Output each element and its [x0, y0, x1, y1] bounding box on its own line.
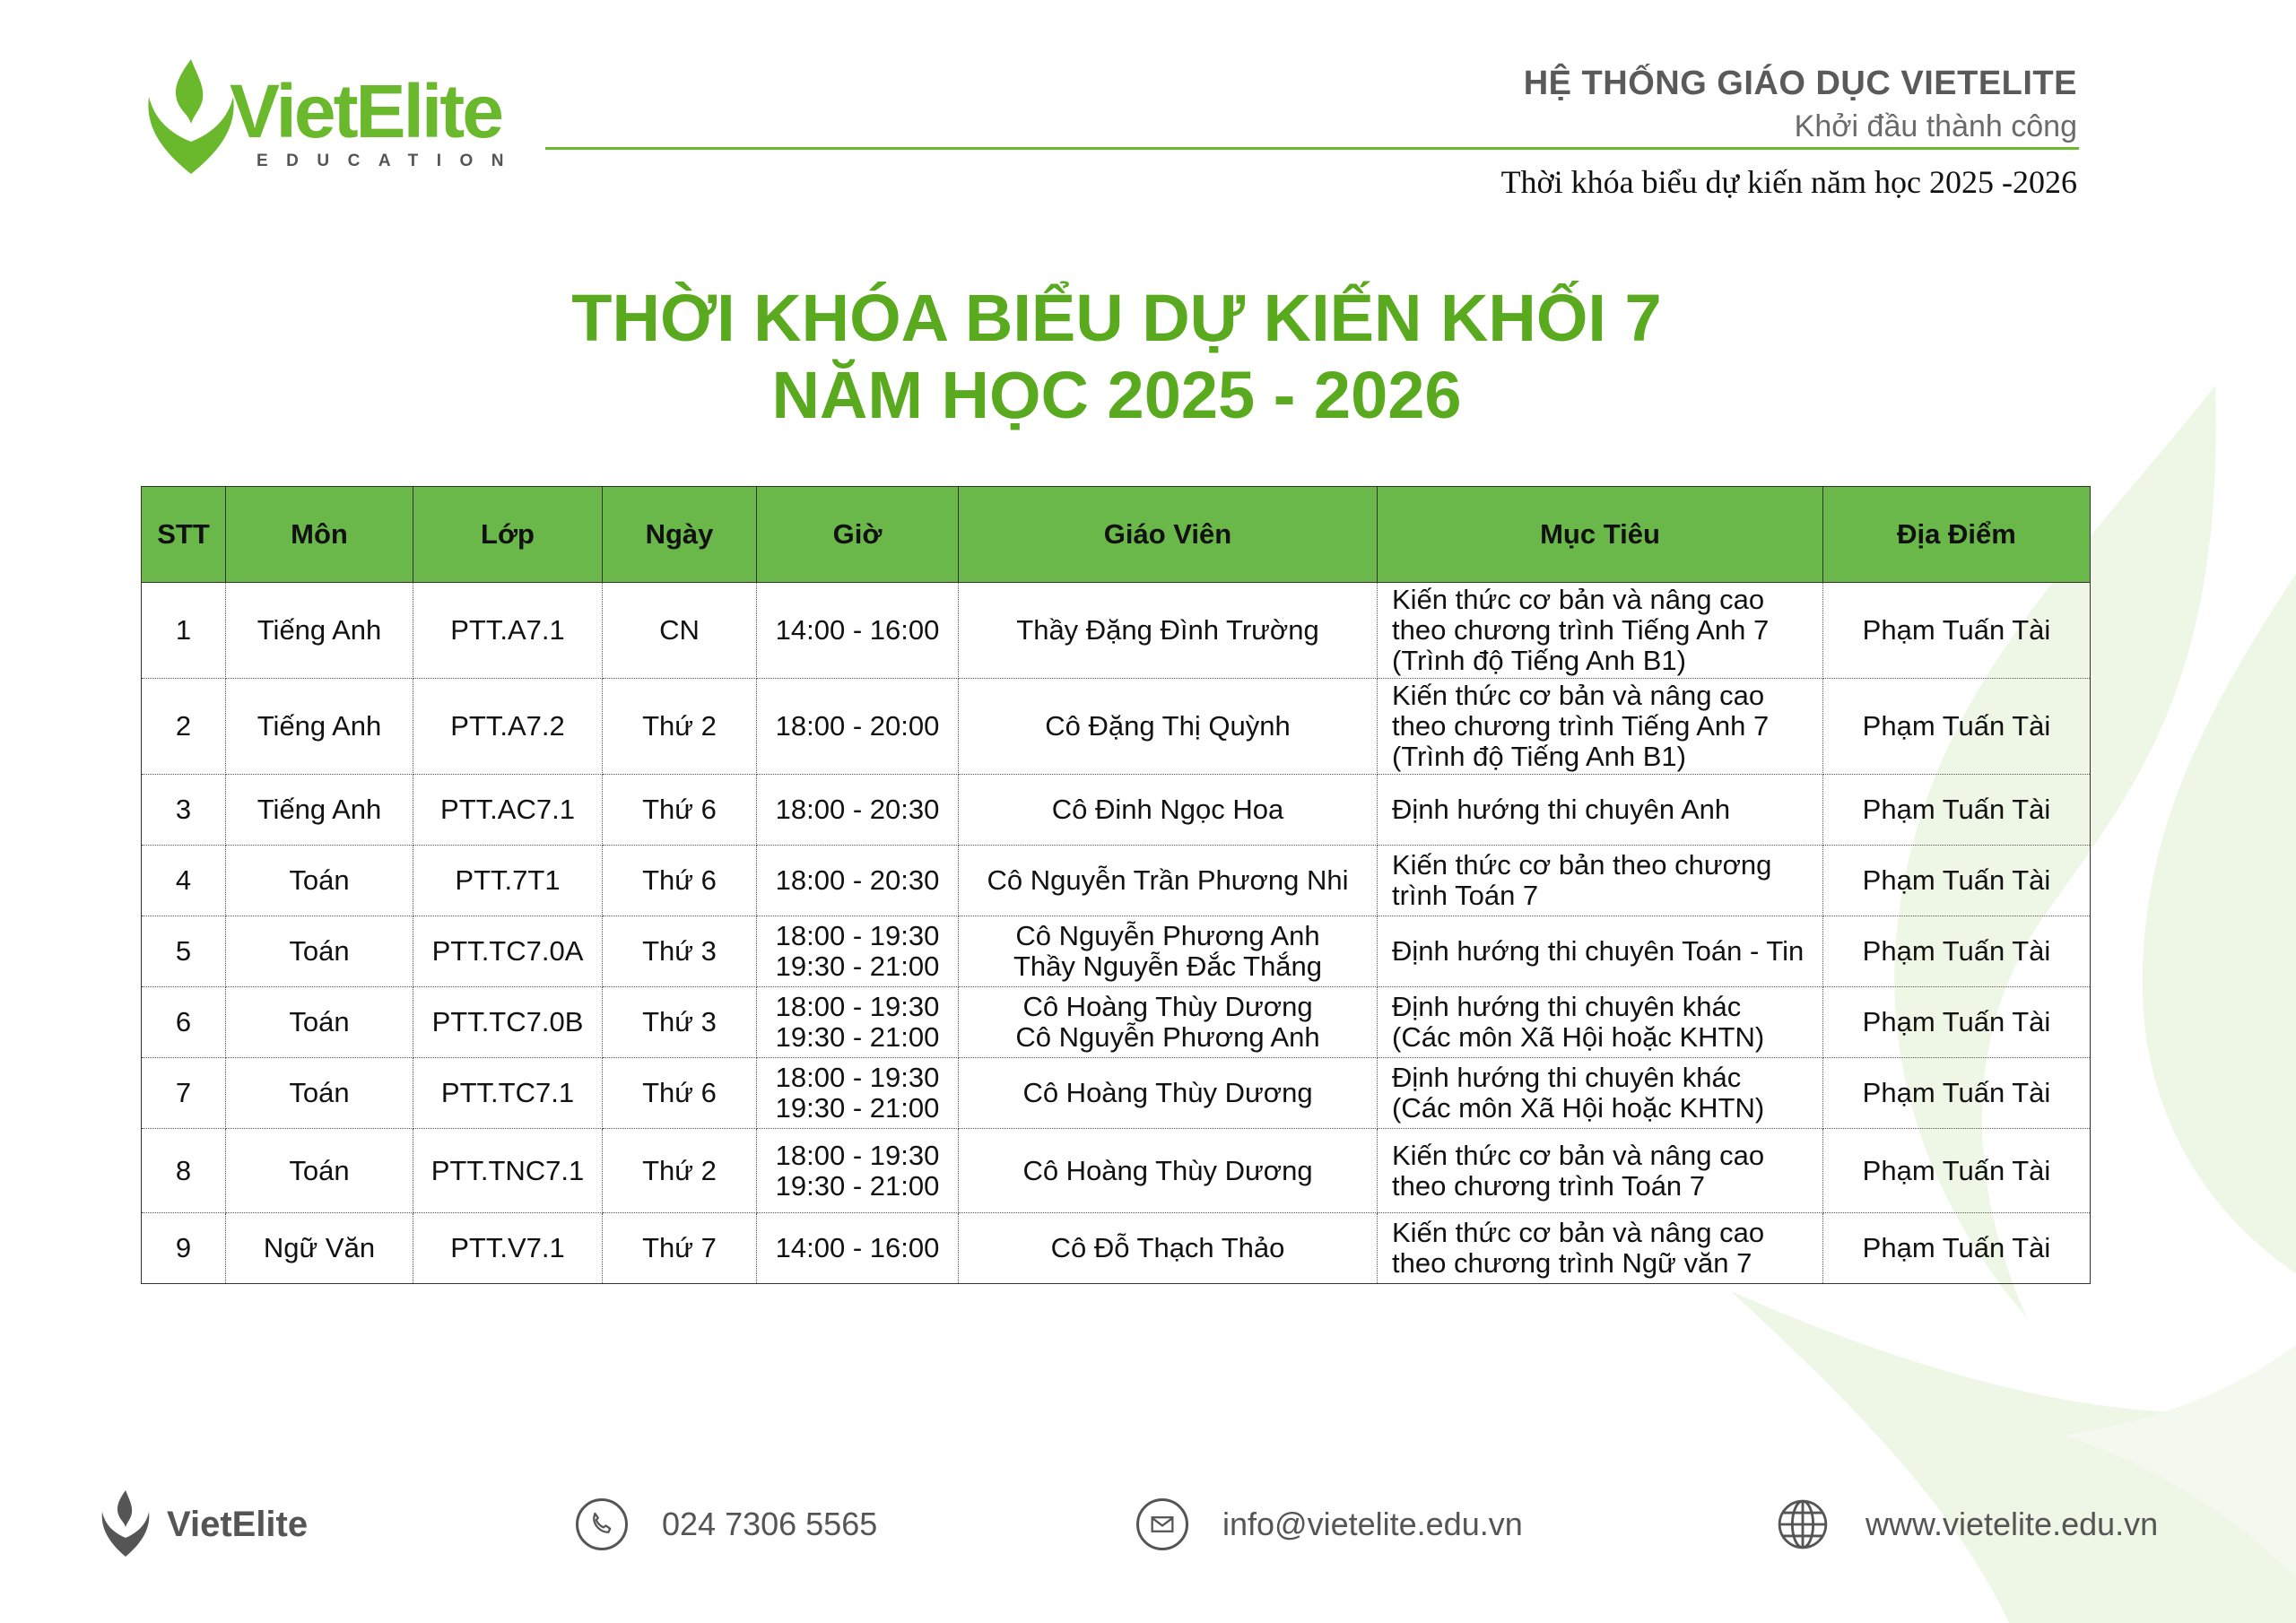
cell-location: Phạm Tuấn Tài — [1823, 987, 2091, 1058]
cell-time: 18:00 - 20:30 — [757, 846, 959, 916]
cell-class: PTT.A7.2 — [413, 679, 603, 775]
cell-teacher: Cô Hoàng Thùy Dương Cô Nguyễn Phương Anh — [959, 987, 1378, 1058]
table-row — [142, 846, 2091, 916]
cell-time: 18:00 - 19:30 19:30 - 21:00 — [757, 987, 959, 1058]
cell-subject: Toán — [226, 916, 413, 987]
cell-teacher: Cô Hoàng Thùy Dương — [959, 1058, 1378, 1129]
header-goal: Mục Tiêu — [1378, 487, 1823, 583]
cell-teacher: Cô Đinh Ngọc Hoa — [959, 775, 1378, 846]
cell-time: 18:00 - 19:30 19:30 - 21:00 — [757, 1129, 959, 1213]
cell-time: 18:00 - 19:30 19:30 - 21:00 — [757, 916, 959, 987]
globe-icon — [1774, 1496, 1831, 1553]
cell-subject: Tiếng Anh — [226, 583, 413, 679]
header-divider — [545, 147, 2079, 150]
cell-goal: Kiến thức cơ bản và nâng cao theo chương trình Tiếng Anh 7 (Trình độ Tiếng Anh B1) — [1378, 679, 1823, 775]
cell-teacher: Cô Hoàng Thùy Dương — [959, 1129, 1378, 1213]
phone-icon — [576, 1498, 628, 1550]
cell-stt: 7 — [142, 1058, 226, 1129]
cell-subject: Toán — [226, 846, 413, 916]
cell-location: Phạm Tuấn Tài — [1823, 916, 2091, 987]
cell-day: Thứ 6 — [603, 1058, 757, 1129]
cell-day: Thứ 3 — [603, 987, 757, 1058]
table-row — [142, 1058, 2091, 1129]
header-teacher: Giáo Viên — [959, 487, 1378, 583]
cell-location: Phạm Tuấn Tài — [1823, 846, 2091, 916]
cell-location: Phạm Tuấn Tài — [1823, 583, 2091, 679]
footer-brand — [99, 1488, 332, 1560]
header-location: Địa Điểm — [1823, 487, 2091, 583]
cell-time: 18:00 - 20:00 — [757, 679, 959, 775]
header-day: Ngày — [603, 487, 757, 583]
cell-stt: 4 — [142, 846, 226, 916]
cell-stt: 1 — [142, 583, 226, 679]
cell-goal: Định hướng thi chuyên khác (Các môn Xã Hội hoặc KHTN) — [1378, 1058, 1823, 1129]
cell-stt: 3 — [142, 775, 226, 846]
cell-day: Thứ 6 — [603, 846, 757, 916]
org-name: HỆ THỐNG GIÁO DỤC VIETELITE — [1523, 65, 2077, 102]
footer-phone-text: 024 7306 5565 — [662, 1506, 878, 1542]
table-row — [142, 987, 2091, 1058]
cell-day: Thứ 2 — [603, 679, 757, 775]
cell-subject: Tiếng Anh — [226, 775, 413, 846]
footer-email-link[interactable]: info@vietelite.edu.vn — [1222, 1506, 1523, 1542]
document-subtitle: Thời khóa biểu dự kiến năm học 2025 -2026 — [1500, 164, 2077, 200]
cell-goal: Kiến thức cơ bản và nâng cao theo chương trình Toán 7 — [1378, 1129, 1823, 1213]
cell-subject: Toán — [226, 1129, 413, 1213]
cell-stt: 5 — [142, 916, 226, 987]
cell-location: Phạm Tuấn Tài — [1823, 679, 2091, 775]
cell-goal: Định hướng thi chuyên Anh — [1378, 775, 1823, 846]
vietelite-logo — [142, 56, 536, 181]
cell-time: 14:00 - 16:00 — [757, 583, 959, 679]
cell-location: Phạm Tuấn Tài — [1823, 1058, 2091, 1129]
logo-text: VietElite — [230, 69, 501, 153]
schedule-table — [141, 486, 2091, 1284]
header-class: Lớp — [413, 487, 603, 583]
cell-subject: Toán — [226, 987, 413, 1058]
cell-teacher: Thầy Đặng Đình Trường — [959, 583, 1378, 679]
page-title-line-1: THỜI KHÓA BIỂU DỰ KIẾN KHỐI 7 — [571, 281, 1662, 355]
flame-leaf-logo-icon — [99, 1488, 152, 1558]
header-stt: STT — [142, 487, 226, 583]
cell-time: 18:00 - 19:30 19:30 - 21:00 — [757, 1058, 959, 1129]
cell-stt: 2 — [142, 679, 226, 775]
header-subject: Môn — [226, 487, 413, 583]
cell-class: PTT.TC7.1 — [413, 1058, 603, 1129]
cell-subject: Toán — [226, 1058, 413, 1129]
cell-time: 14:00 - 16:00 — [757, 1213, 959, 1284]
cell-goal: Định hướng thi chuyên Toán - Tin — [1378, 916, 1823, 987]
cell-goal: Kiến thức cơ bản và nâng cao theo chương trình Ngữ văn 7 — [1378, 1213, 1823, 1284]
footer-website-link[interactable]: www.vietelite.edu.vn — [1866, 1506, 2159, 1542]
table-row — [142, 775, 2091, 846]
table-header-row — [142, 487, 2091, 583]
footer-phone — [576, 1488, 877, 1560]
cell-day: Thứ 2 — [603, 1129, 757, 1213]
cell-location: Phạm Tuấn Tài — [1823, 775, 2091, 846]
table-row — [142, 583, 2091, 679]
cell-time: 18:00 - 20:30 — [757, 775, 959, 846]
cell-teacher: Cô Nguyễn Trần Phương Nhi — [959, 846, 1378, 916]
cell-class: PTT.7T1 — [413, 846, 603, 916]
table-row — [142, 679, 2091, 775]
cell-goal: Kiến thức cơ bản theo chương trình Toán 7 — [1378, 846, 1823, 916]
page-title-line-2: NĂM HỌC 2025 - 2026 — [771, 358, 1462, 432]
mail-icon — [1136, 1498, 1188, 1550]
header-time: Giờ — [757, 487, 959, 583]
table-row — [142, 1213, 2091, 1284]
cell-location: Phạm Tuấn Tài — [1823, 1213, 2091, 1284]
cell-subject: Ngữ Văn — [226, 1213, 413, 1284]
org-slogan: Khởi đầu thành công — [1794, 109, 2077, 143]
cell-class: PTT.V7.1 — [413, 1213, 603, 1284]
cell-teacher: Cô Nguyễn Phương Anh Thầy Nguyễn Đắc Thắng — [959, 916, 1378, 987]
cell-stt: 9 — [142, 1213, 226, 1284]
cell-class: PTT.A7.1 — [413, 583, 603, 679]
logo-subtext: EDUCATION — [257, 152, 523, 170]
footer-brand-text: VietElite — [167, 1505, 309, 1544]
flame-leaf-logo-icon — [142, 56, 240, 177]
cell-day: Thứ 3 — [603, 916, 757, 987]
cell-stt: 8 — [142, 1129, 226, 1213]
cell-day: Thứ 6 — [603, 775, 757, 846]
cell-class: PTT.AC7.1 — [413, 775, 603, 846]
cell-subject: Tiếng Anh — [226, 679, 413, 775]
table-row — [142, 916, 2091, 987]
cell-location: Phạm Tuấn Tài — [1823, 1129, 2091, 1213]
cell-stt: 6 — [142, 987, 226, 1058]
table-row — [142, 1129, 2091, 1213]
cell-teacher: Cô Đỗ Thạch Thảo — [959, 1213, 1378, 1284]
cell-day: CN — [603, 583, 757, 679]
cell-teacher: Cô Đặng Thị Quỳnh — [959, 679, 1378, 775]
footer-email[interactable] — [1136, 1488, 1523, 1560]
footer-website[interactable] — [1774, 1488, 2158, 1560]
cell-class: PTT.TNC7.1 — [413, 1129, 603, 1213]
cell-class: PTT.TC7.0A — [413, 916, 603, 987]
cell-day: Thứ 7 — [603, 1213, 757, 1284]
cell-goal: Định hướng thi chuyên khác (Các môn Xã Hội hoặc KHTN) — [1378, 987, 1823, 1058]
cell-class: PTT.TC7.0B — [413, 987, 603, 1058]
cell-goal: Kiến thức cơ bản và nâng cao theo chương trình Tiếng Anh 7 (Trình độ Tiếng Anh B1) — [1378, 583, 1823, 679]
